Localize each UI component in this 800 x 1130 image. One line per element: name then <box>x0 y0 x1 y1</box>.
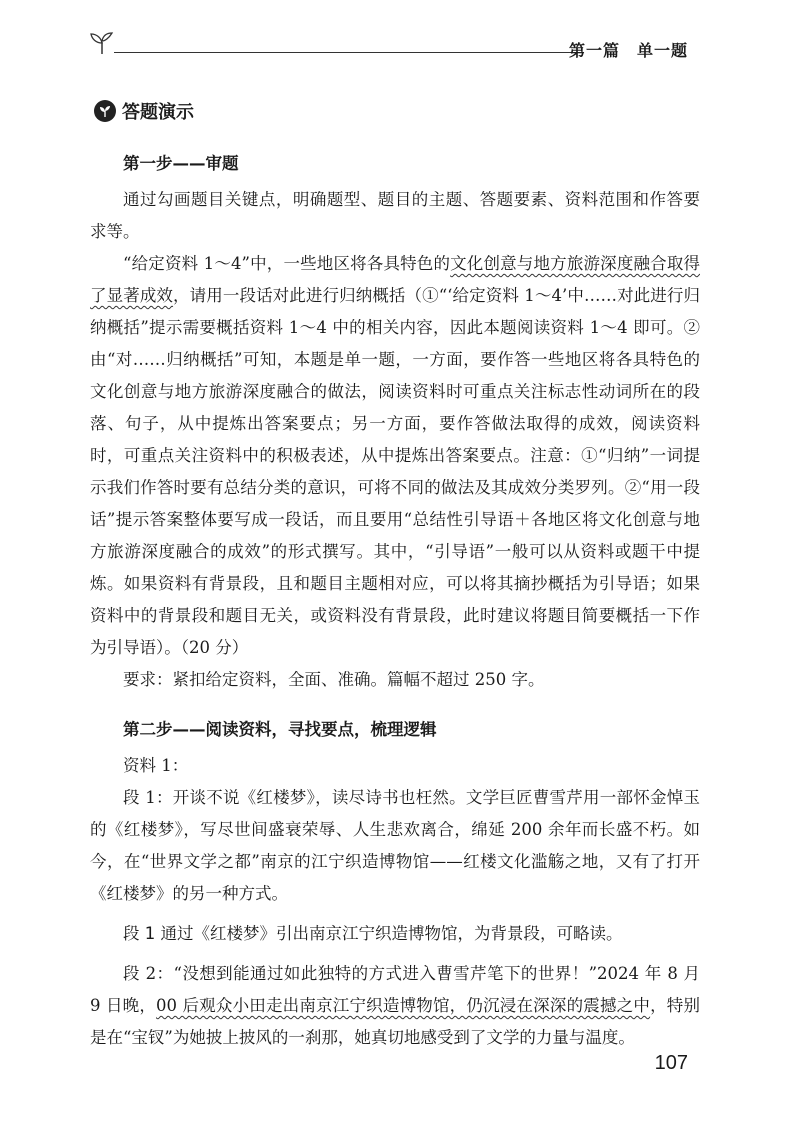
step1-paragraph-2 <box>90 248 700 664</box>
material-label: 资料 1： <box>123 756 189 775</box>
text-span: ，请用一段话对此进行归纳概括（①“‘给定资料 1～4’中……对此进行归纳概括”提示需要概括资料 1～4 中的相关内容，因此本题阅读资料 1～4 即可。②由“对……归纳概括”可知，本题是单一题，一方面，要作答一些地区将各具特色的文化创意与地方旅游深度融合的做法，阅读资料时可重点关注标志性动词所在的段落、句子，从中提炼出答案要点；另一方面，要作答做法取得的成效，阅读资料时，可重点关注资料中的积极表述，从中提炼出答案要点。注意：①“归纳”一词提示我们作答时要有总结分类的意识，可将不同的做法及其成效分类罗列。②“用一段话”提示答案整体要写成一段话，而且要用“总结性引导语＋各地区将文化创意与地方旅游深度融合的成效”的形式撰写。其中，“引导语”一般可以从资料或题干中提炼。如果资料有背景段，且和题目主题相对应，可以将其摘抄概括为引导语；如果资料中的背景段和题目无关，或资料没有背景段，此时建议将题目简要概括一下作为引导语）。（20 分） <box>90 286 701 657</box>
main-content <box>90 140 700 1054</box>
step1-title: 第一步——审题 <box>123 154 239 173</box>
section-heading <box>94 98 194 124</box>
header-rule <box>114 52 584 53</box>
highlighted-text: 00 后观众小田走出南京江宁织造博物馆，仍沉浸在深深的震撼之中 <box>156 996 651 1015</box>
step2-title: 第二步——阅读资料，寻找要点，梳理逻辑 <box>123 720 437 739</box>
text-span: 段 2：“没想到能通过如此独特的方式进入曹雪芹笔下的世界！”2024 年 8 月 9 日晚， <box>90 964 700 1015</box>
leaf-icon <box>94 100 116 122</box>
chapter-title: 第一篇 单一题 <box>568 41 688 60</box>
material-paragraph-1: 段 1：开谈不说《红楼梦》，读尽诗书也枉然。文学巨匠曹雪芹用一部怀金悼玉的《红楼梦》，写尽世间盛衰荣辱、人生悲欢离合，绵延 200 余年而长盛不朽。如今，在“世界文学之都”南京的江宁织造博物馆——红楼文化滥觞之地，又有了打开《红楼梦》的另一种方式。 <box>90 788 700 903</box>
page-number: 107 <box>654 1052 688 1074</box>
step1-paragraph-1: 通过勾画题目关键点，明确题型、题目的主题、答题要素、资料范围和作答要求等。 <box>90 190 700 241</box>
text-span: “给定资料 1～4”中，一些地区将各具特色的 <box>123 254 451 273</box>
page-header <box>88 30 688 70</box>
material-paragraph-2 <box>90 958 700 1054</box>
text-span: ，特别是在“宝钗”为她披上披风的一刹那，她真切地感受到了文学的力量与温度。 <box>90 996 700 1047</box>
section-title: 答题演示 <box>122 102 194 123</box>
step1-requirement: 要求：紧扣给定资料，全面、准确。篇幅不超过 250 字。 <box>123 670 545 689</box>
highlighted-text: 文化创意与地方旅游深度融合取得了显著成效 <box>90 254 700 305</box>
analysis-note-1: 段 1 通过《红楼梦》引出南京江宁织造博物馆，为背景段，可略读。 <box>123 924 623 943</box>
sprout-icon <box>88 30 116 56</box>
